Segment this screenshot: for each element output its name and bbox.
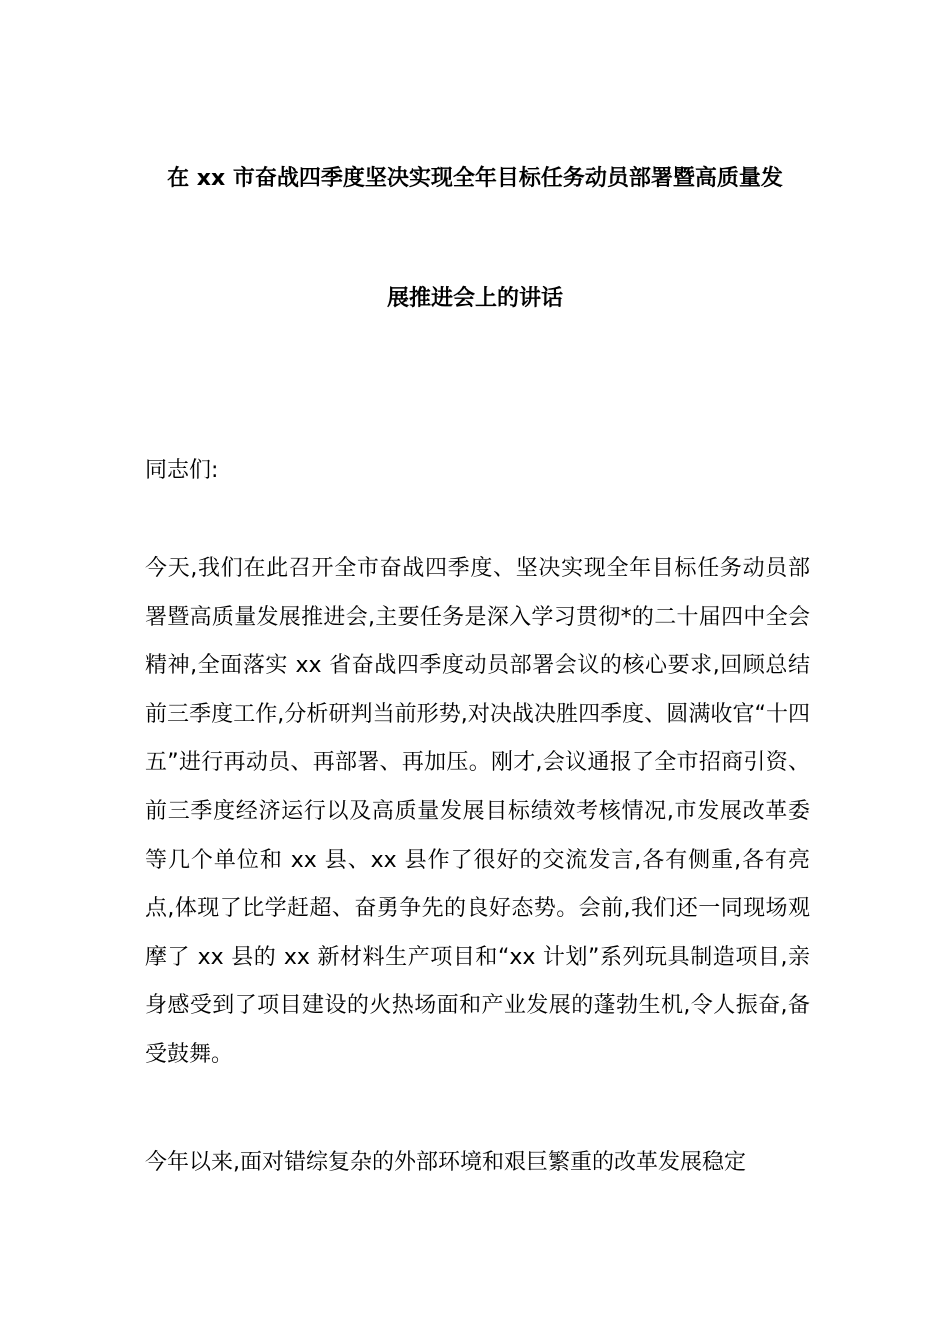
document-title-line-1: 在 xx 市奋战四季度坚决实现全年目标任务动员部署暨高质量发 xyxy=(167,166,783,191)
body-paragraph-2: 今年以来,面对错综复杂的外部环境和艰巨繁重的改革发展稳定 xyxy=(145,1150,746,1175)
body-paragraph-1: 今天,我们在此召开全市奋战四季度、坚决实现全年目标任务动员部署暨高质量发展推进会,主要任务是深入学习贯彻*的二十届四中全会精神,全面落实 xx 省奋战四季度动员部署会议的核心要求,回顾总结前三季度工作,分析研判当前形势,对决战决胜四季度、圆满收官“十四五”进行再动员、再部署、再加压。刚才,会议通报了全市招商引资、前三季度经济运行以及高质量发展目标绩效考核情况,市发展改革委等几个单位和 xx 县、xx 县作了很好的交流发言,各有侧重,各有亮点,体现了比学赶超、奋勇争先的良好态势。会前,我们还一同现场观摩了 xx 县的 xx 新材料生产项目和“xx 计划”系列玩具制造项目,亲身感受到了项目建设的火热场面和产业发展的蓬勃生机,令人振奋,备受鼓舞。 xyxy=(145,556,810,1067)
document-title-line-2: 展推进会上的讲话 xyxy=(386,286,563,311)
salutation: 同志们: xyxy=(145,458,219,483)
